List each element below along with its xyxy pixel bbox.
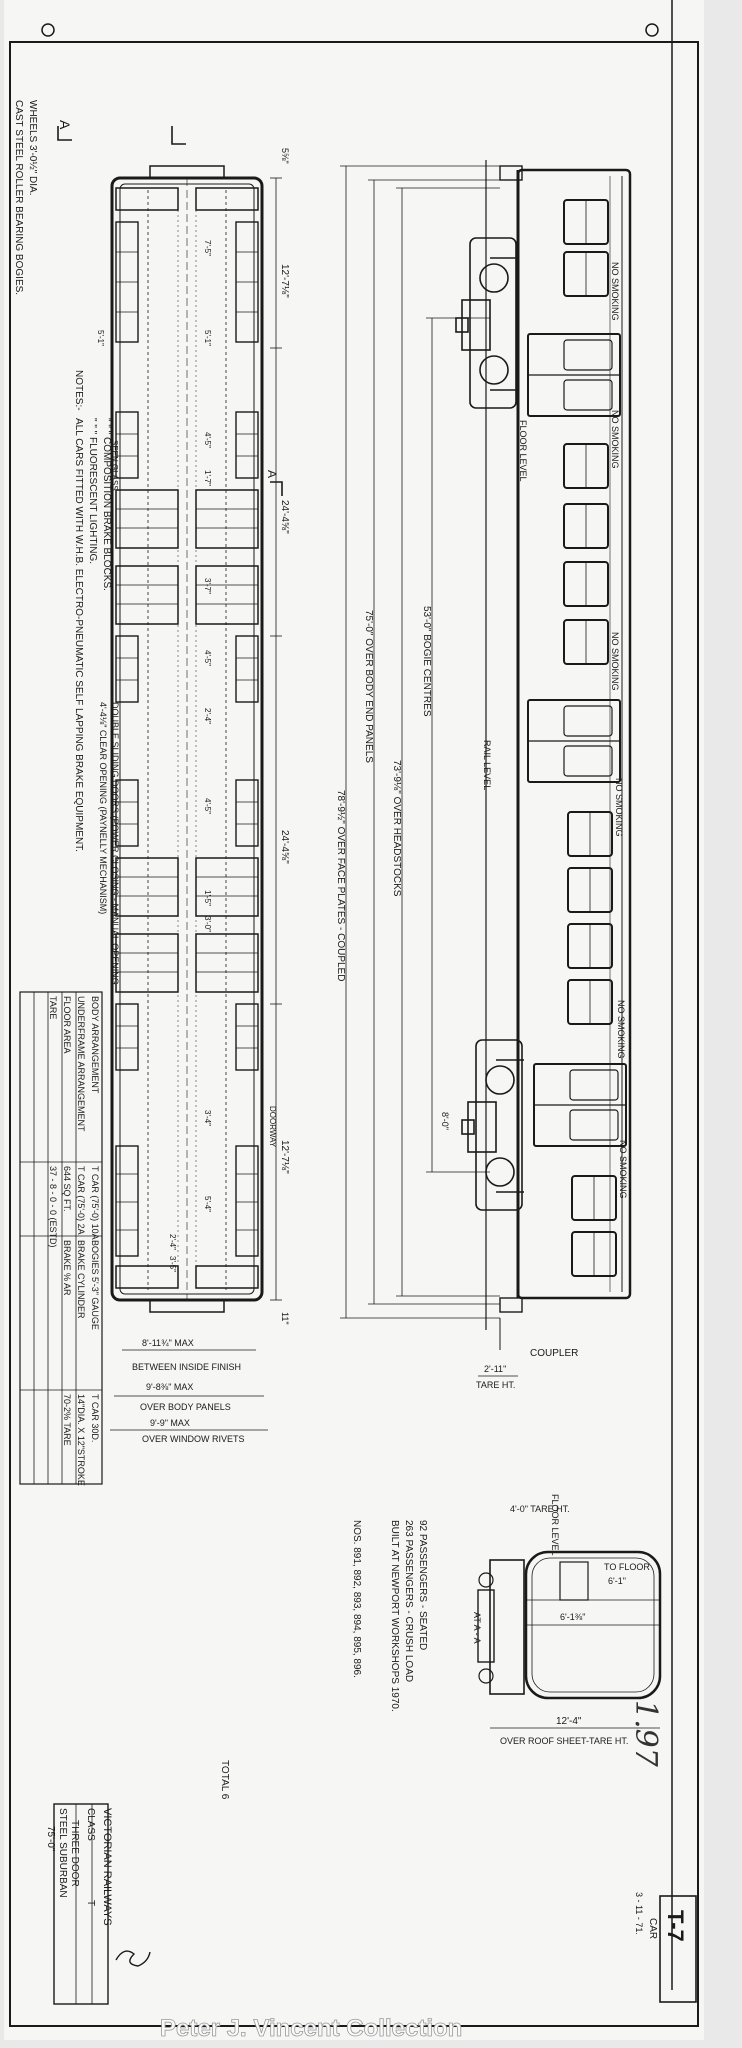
width-label: OVER BODY PANELS: [140, 1402, 231, 1412]
coupler-label: COUPLER: [530, 1348, 579, 1359]
tare-dim: 2'-11": [484, 1364, 507, 1374]
note-line: ALL CARS FITTED WITH W.H.B. ELECTRO-PNEUMATIC SELF LAPPING BRAKE EQUIPMENT.: [73, 418, 84, 852]
dim-end: 12'-7⅛": [279, 264, 290, 298]
length-label: 75'-0": [45, 1826, 56, 1852]
watermark: Peter J. Vincent Collection: [160, 2015, 463, 2042]
doorway-label: DOORWAY: [268, 1106, 277, 1148]
info-line: 263 PASSENGERS - CRUSH LOAD: [403, 1520, 414, 1683]
no-smoking-sign: NO SMOKING: [610, 410, 620, 469]
inner-dim: 5'-4": [203, 1196, 212, 1212]
no-smoking-sign: NO SMOKING: [610, 262, 620, 321]
inner-dim: 3'-0": [203, 916, 212, 932]
section-mark: A: [265, 470, 279, 479]
spec-label: BOGIES 5'-3" GAUGE: [90, 1240, 100, 1330]
notes-heading: NOTES:-: [73, 370, 84, 411]
section-to-floor-dim: 6'-1": [608, 1576, 626, 1586]
no-smoking-sign: NO SMOKING: [616, 1000, 626, 1059]
inner-dim: 4'-5": [203, 798, 212, 814]
tare-label: TARE HT.: [476, 1380, 516, 1390]
dim-bot: 11": [280, 1312, 290, 1325]
inner-dim: 7'-5": [203, 240, 212, 256]
no-smoking-sign: NO SMOKING: [618, 1140, 628, 1199]
doors-note: DOUBLE SLIDING DOORS (POWER CLOSING - MANUAL OPENING: [110, 702, 120, 985]
dim-body-end: 75'-0" OVER BODY END PANELS: [363, 610, 374, 763]
dim-headstocks: 73'-9⅛" OVER HEADSTOCKS: [391, 760, 402, 897]
wheel-note: WHEELS 3'-0½" DIA.: [27, 100, 38, 196]
width-value: 9'-9" MAX: [150, 1418, 190, 1428]
floor-level-label: FLOOR LEVEL: [518, 420, 528, 482]
spec-value: 644 SQ FT.: [62, 1166, 72, 1212]
spec-label: BRAKE % AR: [62, 1240, 72, 1296]
dim-end2: 12'-7⅛": [279, 1140, 290, 1174]
no-smoking-sign: NO SMOKING: [614, 778, 624, 837]
spec-label: BRAKE CYLINDER: [76, 1240, 86, 1319]
dim-mid2: 24'-4⅝": [279, 830, 290, 864]
class-label: CLASS: [85, 1808, 96, 1841]
section-label: AT A - A: [472, 1612, 482, 1644]
inner-dim: 2'-4": [203, 708, 212, 724]
inner-dim: 3'-7": [203, 578, 212, 594]
spec-label: FLOOR AREA: [62, 996, 72, 1054]
inner-dim: 5'-1": [203, 330, 212, 346]
spec-value: T CAR (75'-0) 10A: [90, 1166, 100, 1240]
width-label: OVER WINDOW RIVETS: [142, 1434, 245, 1444]
dim-bogie-centres: 53'-0" BOGIE CENTRES: [421, 606, 432, 717]
subtype-label: STEEL SUBURBAN: [57, 1808, 68, 1898]
inner-dim: 1'-5": [203, 890, 212, 906]
class-value: T: [85, 1900, 96, 1907]
spec-value: 70-2% TARE: [62, 1394, 72, 1446]
spec-label: TARE: [48, 996, 58, 1020]
car-label: CAR: [647, 1918, 658, 1940]
rail-level-label: RAIL LEVEL: [482, 740, 492, 791]
spec-value: 14"DIA. X 12"STROKE: [76, 1394, 86, 1486]
spec-value: 37 - 8 - 0 - 0 (ESTD): [48, 1166, 58, 1248]
paper: [4, 0, 704, 2040]
width-value: 8'-11¾" MAX: [142, 1338, 194, 1348]
inner-dim: 4'-5": [203, 650, 212, 666]
section-overall: 12'-4": [556, 1716, 582, 1727]
inner-dim: 2'-4": [168, 1234, 177, 1250]
bogie-note: CAST STEEL ROLLER BEARING BOGIES.: [13, 100, 24, 296]
info-line: 92 PASSENGERS - SEATED: [417, 1520, 428, 1651]
type-label: THREE DOOR: [69, 1820, 80, 1887]
inner-dim: 5'-1": [96, 330, 105, 346]
spec-value: T CAR 30D.: [90, 1394, 100, 1443]
sheet-number: T-7: [663, 1910, 688, 1942]
section-overall-label: OVER ROOF SHEET-TARE HT.: [500, 1736, 629, 1746]
handwritten-number: 1.97: [628, 1700, 663, 1767]
dim-top: 5⅝": [280, 148, 290, 164]
dim-mid1: 24'-4⅝": [279, 500, 290, 534]
svg-text:A: A: [57, 120, 73, 130]
section-floor-level: FLOOR LEVEL: [550, 1494, 560, 1556]
doors-note-2: 4'-4⅛" CLEAR OPENING (PAYNELLY MECHANISM): [98, 702, 108, 915]
inner-dim: 3'-4": [203, 1110, 212, 1126]
sheet-date: 3 - 11 - 71.: [634, 1892, 644, 1935]
section-to-floor: TO FLOOR: [604, 1562, 650, 1572]
section-tare-ht: 4'-0" TARE HT.: [510, 1504, 570, 1514]
spec-label: BODY ARRANGEMENT: [90, 996, 100, 1094]
inner-dim: 3'-5": [168, 1256, 177, 1272]
spec-label: UNDERFRAME ARRANGEMENT: [76, 996, 86, 1132]
inner-dim: 1'-7": [203, 470, 212, 486]
total-label: TOTAL 6: [219, 1760, 230, 1800]
inner-dim: 4'-5": [203, 432, 212, 448]
info-line: NOS. 891, 892, 893, 894, 895, 896.: [351, 1520, 362, 1678]
width-label: BETWEEN INSIDE FINISH: [132, 1362, 242, 1372]
bogie-dim: 8'-0": [440, 1112, 450, 1130]
info-line: BUILT AT NEWPORT WORKSHOPS 1970.: [389, 1520, 400, 1712]
spec-value: T CAR (75'-0) 2A: [76, 1166, 86, 1235]
railway-name: VICTORIAN RAILWAYS: [101, 1808, 113, 1926]
note-line: " " " FLUORESCENT LIGHTING.: [87, 418, 98, 565]
no-smoking-sign: NO SMOKING: [610, 632, 620, 691]
section-width-dim: 6'-1⅜": [560, 1612, 586, 1622]
width-value: 9'-8⅜" MAX: [146, 1382, 194, 1392]
note-line: " " " COMPOSITION BRAKE BLOCKS.: [101, 418, 112, 591]
dim-face-plates: 78'-9½" OVER FACE PLATES - COUPLED: [335, 790, 346, 982]
seen-glass-label: SEEN GLASS: [110, 440, 119, 491]
